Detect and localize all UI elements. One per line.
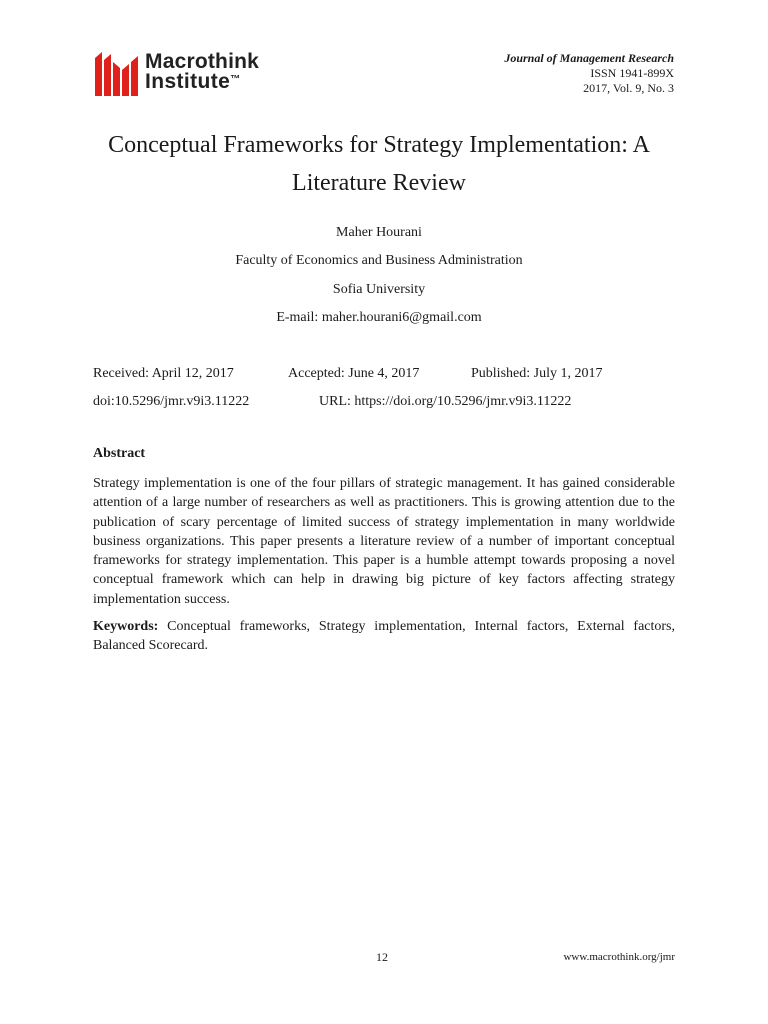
journal-meta (504, 51, 674, 96)
logo-wordmark (145, 52, 259, 92)
keywords-list: Conceptual frameworks, Strategy implementation, Internal factors, External factors, Balanced Scorecard. (93, 619, 675, 654)
logo-trademark: ™ (230, 74, 241, 85)
author-university: Sofia University (332, 281, 426, 297)
logo-line-institute (145, 72, 259, 92)
accepted-date: Accepted: June 4, 2017 (288, 366, 420, 381)
author-email: E-mail: maher.hourani6@gmail.com (276, 309, 482, 325)
received-date: Received: April 12, 2017 (93, 366, 234, 381)
abstract-body: Strategy implementation is one of the four pillars of strategic management. It has gained considerable attention of a large number of researchers as well as practitioners. This is growing attention due to the publication of scary percentage of limited success of strategy implementation in many worldwide business organizations. This paper presents a literature review of a number of important conceptual frameworks for strategy implementation. This paper is a humble attempt towards proposing a novel conceptual framework which can help in drawing big picture of key factors affecting strategy implementation success. (93, 476, 675, 607)
abstract-heading: Abstract (93, 446, 146, 461)
journal-issn: ISSN 1941-899X (590, 66, 674, 80)
article-title: Conceptual Frameworks for Strategy Implementation: A Literature Review (108, 132, 650, 196)
doi-url-link[interactable]: URL: https://doi.org/10.5296/jmr.v9i3.11222 (319, 394, 572, 409)
author-block (80, 219, 678, 332)
doi-row (93, 388, 693, 416)
author-name: Maher Hourani (336, 225, 422, 240)
published-date: Published: July 1, 2017 (471, 366, 603, 381)
journal-name: Journal of Management Research (504, 51, 674, 65)
author-faculty: Faculty of Economics and Business Administration (235, 253, 523, 269)
page-number: 12 (376, 950, 388, 964)
keywords-label: Keywords: (93, 619, 159, 634)
journal-issue: 2017, Vol. 9, No. 3 (583, 81, 674, 95)
doi-text: doi:10.5296/jmr.v9i3.11222 (93, 394, 250, 409)
publisher-logo (95, 48, 295, 98)
publication-dates (93, 360, 693, 416)
keywords (93, 617, 675, 656)
logo-line-macrothink: Macrothink (145, 50, 260, 73)
footer-url-link[interactable]: www.macrothink.org/jmr (563, 951, 675, 963)
macrothink-m-mark-icon (95, 52, 141, 96)
logo-institute-text: Institute (145, 70, 231, 93)
dates-row (93, 360, 693, 388)
